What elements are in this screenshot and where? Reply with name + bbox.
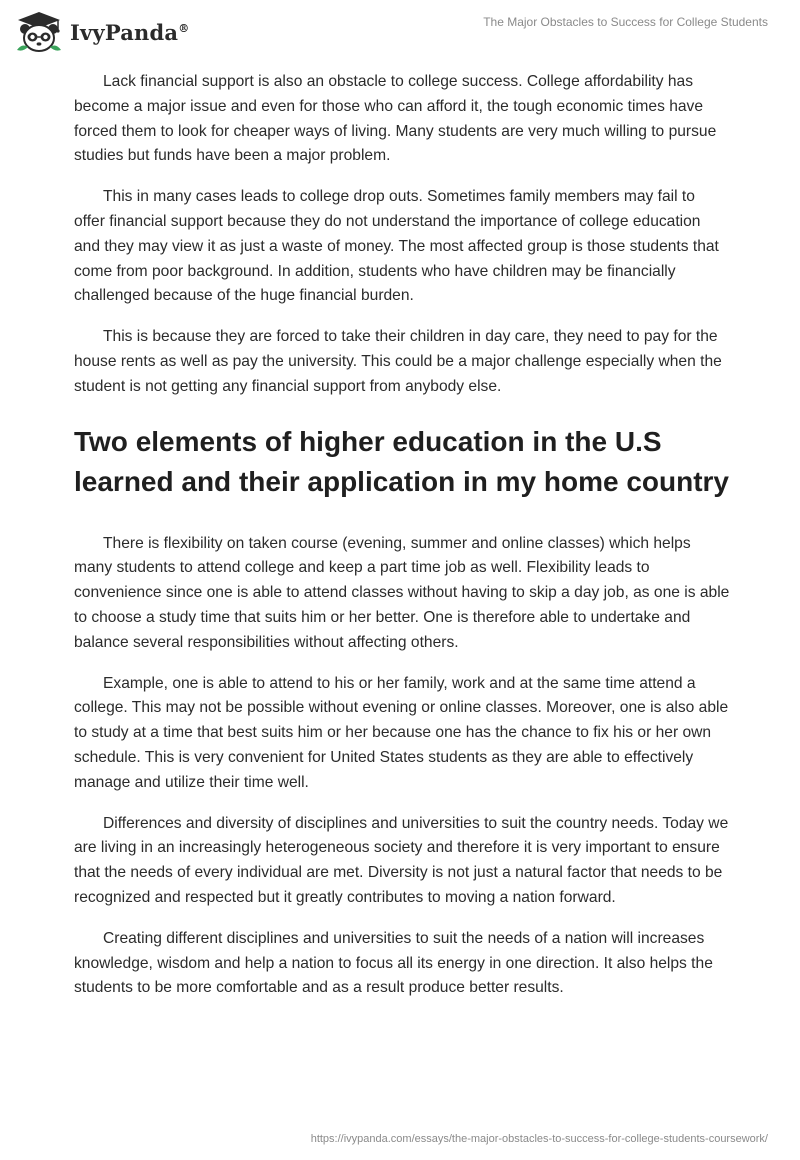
paragraph: This is because they are forced to take their children in day care, they need to pay for the house rents as well as pay the university. This could be a major challenge especially when the student is not getting any financial support from anybody else. — [74, 328, 722, 395]
brand-logo[interactable] — [14, 10, 189, 54]
paragraph: Creating different disciplines and universities to suit the needs of a nation will increases knowledge, wisdom and help a nation to focus all its energy in one direction. It also helps the students to be more comfortable and as a result produce better results. — [74, 929, 713, 997]
document-title: The Major Obstacles to Success for College Students — [483, 15, 768, 29]
paragraph: Example, one is able to attend to his or her family, work and at the same time attend a college. This may not be possible without evening or online classes. Moreover, one is also able to study at a time that best suits him or her because one has the chance to fix his or her own schedule. This is very convenient for United States students as they are able to effectively manage and utilize their time well. — [74, 674, 729, 791]
essay-body — [74, 70, 730, 1017]
panda-graduation-cap-icon — [14, 10, 64, 54]
paragraph: There is flexibility on taken course (evening, summer and online classes) which helps many students to attend college and keep a part time job as well. Flexibility leads to convenience since one is able to attend classes without having to skip a day job, as one is able to choose a study time that suits him or her better. One is therefore able to undertake and balance several responsibilities without affecting others. — [74, 534, 730, 651]
paragraph: Differences and diversity of disciplines and universities to suit the country needs. Today we are living in an increasingly heterogeneous society and therefore it is very important to ensure that the needs of every individual are met. Diversity is not just a natural factor that needs to be recognized and respected but it greatly contributes to moving a nation forward. — [74, 814, 729, 906]
brand-name: IvyPanda® — [70, 19, 190, 45]
page-header — [0, 0, 800, 62]
registered-mark: ® — [178, 21, 190, 35]
paragraph: Lack financial support is also an obstacle to college success. College affordability has become a major issue and even for those who can afford it, the tough economic times have forced them to look for cheaper ways of living. Many students are very much willing to pursue studies but funds have been a major problem. — [74, 73, 717, 165]
section-heading: Two elements of higher education in the U.S learned and their application in my home country — [74, 425, 730, 497]
source-url[interactable]: https://ivypanda.com/essays/the-major-obstacles-to-success-for-college-students-coursework/ — [310, 1133, 768, 1145]
paragraph: This in many cases leads to college drop outs. Sometimes family members may fail to offer financial support because they do not understand the importance of college education and they may view it as just a waste of money. The most affected group is those students that come from poor background. In addition, students who have children may be financially challenged because of the huge financial burden. — [74, 188, 719, 305]
